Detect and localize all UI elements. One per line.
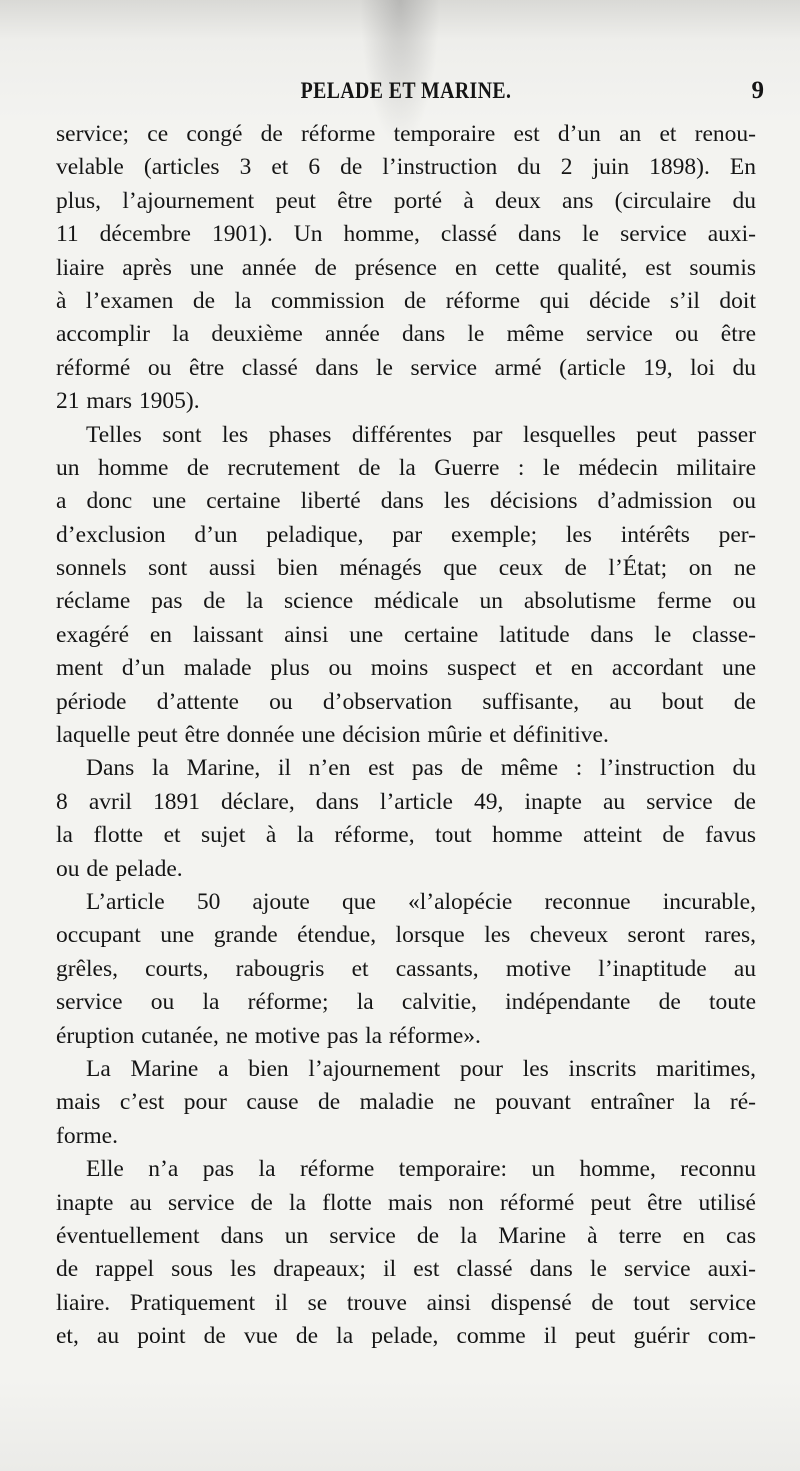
text-line: éventuellement dans un service de la Marine à terre en cas [56,1222,756,1249]
text-line: Dans la Marine, il n’en est pas de même : l’instruction du [86,755,756,782]
text-line: velable (articles 3 et 6 de l’instruction du 2 juin 1898). En [56,154,756,181]
text-line: liaire. Pratiquement il se trouve ainsi dispensé de tout service [56,1289,756,1316]
text-line: Elle n’a pas la réforme temporaire: un homme, reconnu [86,1156,756,1183]
text-line: et, au point de vue de la pelade, comme il peut guérir com- [56,1323,756,1350]
page-header [56,77,764,108]
text-line: 11 décembre 1901). Un homme, classé dans le service auxi- [56,221,756,248]
running-title: PELADE ET MARINE. [300,78,512,103]
text-line: L’article 50 ajoute que «l’alopécie reconnue incurable, [86,888,756,915]
text-line: de rappel sous les drapeaux; il est classé dans le service auxi- [56,1256,756,1283]
text-line: accomplir la deuxième année dans le même service ou être [56,321,756,348]
text-line: réformé ou être classé dans le service armé (article 19, loi du [56,354,756,381]
text-line: occupant une grande étendue, lorsque les cheveux seront rares, [56,922,756,949]
text-line: sonnels sont aussi bien ménagés que ceux de l’État; on ne [56,555,756,582]
text-line: éruption cutanée, ne motive pas la réforme». [56,1022,481,1049]
text-line: inapte au service de la flotte mais non réformé peut être utilisé [56,1189,756,1216]
text-line: période d’attente ou d’observation suffisante, au bout de [56,688,756,715]
text-line: laquelle peut être donnée une décision mûrie et définitive. [56,722,609,749]
text-line: service; ce congé de réforme temporaire est d’un an et renou- [56,121,756,147]
text-line: forme. [56,1122,118,1149]
text-line: grêles, courts, rabougris et cassants, motive l’inaptitude au [56,955,756,982]
page-number: 9 [751,77,764,104]
text-line: la flotte et sujet à la réforme, tout homme atteint de favus [56,822,756,849]
text-line: a donc une certaine liberté dans les décisions d’admission ou [56,488,756,515]
text-line: 8 avril 1891 déclare, dans l’article 49, inapte au service de [56,788,756,815]
text-line: 21 mars 1905). [56,388,200,415]
text-line: ou de pelade. [56,855,183,882]
text-line: liaire après une année de présence en cette qualité, est soumis [56,254,756,281]
text-line: service ou la réforme; la calvitie, indépendante de toute [56,989,756,1016]
text-line: un homme de recrutement de la Guerre : le médecin militaire [56,454,756,481]
text-line: plus, l’ajournement peut être porté à deux ans (circulaire du [56,187,756,214]
text-line: Telles sont les phases différentes par lesquelles peut passer [86,421,756,448]
text-line: exagéré en laissant ainsi une certaine latitude dans le classe- [56,621,756,648]
body-text [56,118,756,1353]
text-line: La Marine a bien l’ajournement pour les inscrits maritimes, [86,1055,756,1082]
text-line: d’exclusion d’un peladique, par exemple; les intérêts per- [56,521,756,548]
text-line: réclame pas de la science médicale un absolutisme ferme ou [56,588,756,615]
text-line: à l’examen de la commission de réforme qui décide s’il doit [56,287,756,314]
text-line: ment d’un malade plus ou moins suspect et en accordant une [56,655,756,682]
text-line: mais c’est pour cause de maladie ne pouvant entraîner la ré- [56,1089,756,1116]
